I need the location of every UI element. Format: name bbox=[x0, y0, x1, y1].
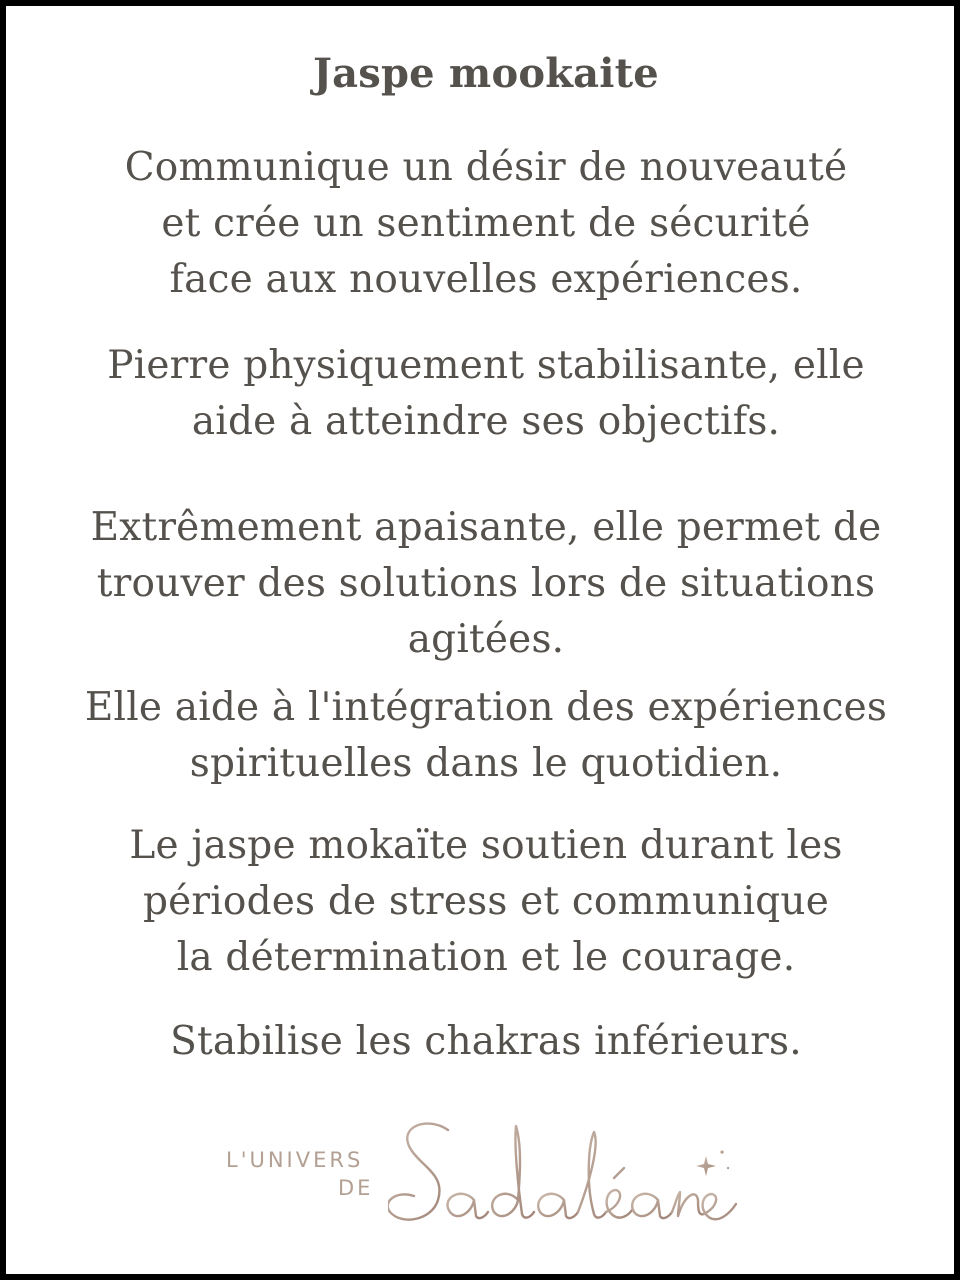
logo-text-de: DE bbox=[338, 1176, 374, 1200]
logo-script-a1 bbox=[447, 1194, 488, 1218]
paragraph-line: face aux nouvelles expériences. bbox=[169, 257, 803, 302]
paragraph-line: trouver des solutions lors de situations bbox=[96, 561, 876, 606]
sparkle-star-icon bbox=[696, 1150, 729, 1176]
paragraph-line: Extrêmement apaisante, elle permet de bbox=[90, 505, 882, 550]
page-title: Jaspe mookaite bbox=[313, 50, 659, 97]
logo-script-s bbox=[388, 1124, 448, 1220]
paragraph-line: aide à atteindre ses objectifs. bbox=[191, 399, 781, 444]
paragraph-4 bbox=[12, 680, 960, 792]
paragraph-6 bbox=[12, 1014, 960, 1070]
paragraph-line: Stabilise les chakras inférieurs. bbox=[170, 1019, 802, 1064]
paragraph-line: Le jaspe mokaïte soutien durant les bbox=[129, 823, 843, 868]
logo-script-n bbox=[672, 1192, 704, 1216]
logo-script-e bbox=[606, 1190, 632, 1218]
paragraph-line: périodes de stress et communique bbox=[142, 879, 830, 924]
brand-logo bbox=[226, 1112, 746, 1236]
logo-text-univers: L'UNIVERS bbox=[226, 1148, 364, 1172]
paragraph-line: la détermination et le courage. bbox=[176, 935, 796, 980]
paragraph-line: Communique un désir de nouveauté bbox=[124, 145, 848, 190]
logo-script-final-e bbox=[703, 1194, 736, 1219]
paragraph-line: Pierre physiquement stabilisante, elle bbox=[107, 343, 865, 388]
paragraph-line: spirituelles dans le quotidien. bbox=[189, 741, 783, 786]
paragraph-1 bbox=[12, 140, 960, 308]
paragraph-line: et crée un sentiment de sécurité bbox=[161, 201, 811, 246]
logo-script-signature bbox=[388, 1116, 738, 1232]
paragraph-line: Elle aide à l'intégration des expériences bbox=[84, 685, 888, 730]
paragraph-2 bbox=[12, 338, 960, 450]
logo-script-a2 bbox=[538, 1194, 578, 1218]
logo-script-accent bbox=[614, 1168, 624, 1178]
paragraph-line: agitées. bbox=[407, 617, 565, 662]
logo-script-l bbox=[578, 1132, 606, 1218]
paragraph-5 bbox=[12, 818, 960, 986]
logo-script-d bbox=[492, 1126, 534, 1218]
paragraph-3 bbox=[12, 500, 960, 668]
logo-script-a3 bbox=[632, 1194, 672, 1218]
